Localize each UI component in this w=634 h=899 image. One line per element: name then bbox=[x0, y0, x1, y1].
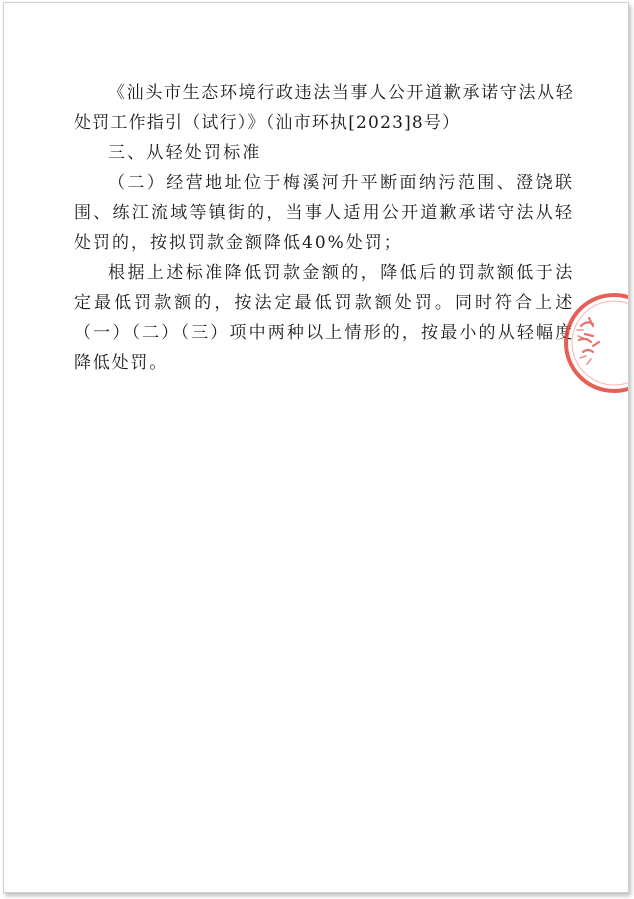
document-title-reference: 《汕头市生态环境行政违法当事人公开道歉承诺守法从轻处罚工作指引（试行）》（汕市环执[2023]8号） bbox=[74, 83, 574, 133]
penalty-rule-paragraph: 根据上述标准降低罚款金额的，降低后的罚款额低于法定最低罚款额的，按法定最低罚款额处罚。同时符合上述（一）（二）（三）项中两种以上情形的，按最小的从轻幅度降低处罚。 bbox=[74, 263, 574, 373]
clause-two-paragraph: （二）经营地址位于梅溪河升平断面纳污范围、澄饶联围、练江流域等镇街的，当事人适用公开道歉承诺守法从轻处罚的，按拟罚款金额降低40%处罚； bbox=[74, 173, 574, 253]
section-heading: 三、从轻处罚标准 bbox=[108, 143, 262, 163]
document-page bbox=[3, 2, 629, 893]
document-body bbox=[74, 78, 574, 378]
